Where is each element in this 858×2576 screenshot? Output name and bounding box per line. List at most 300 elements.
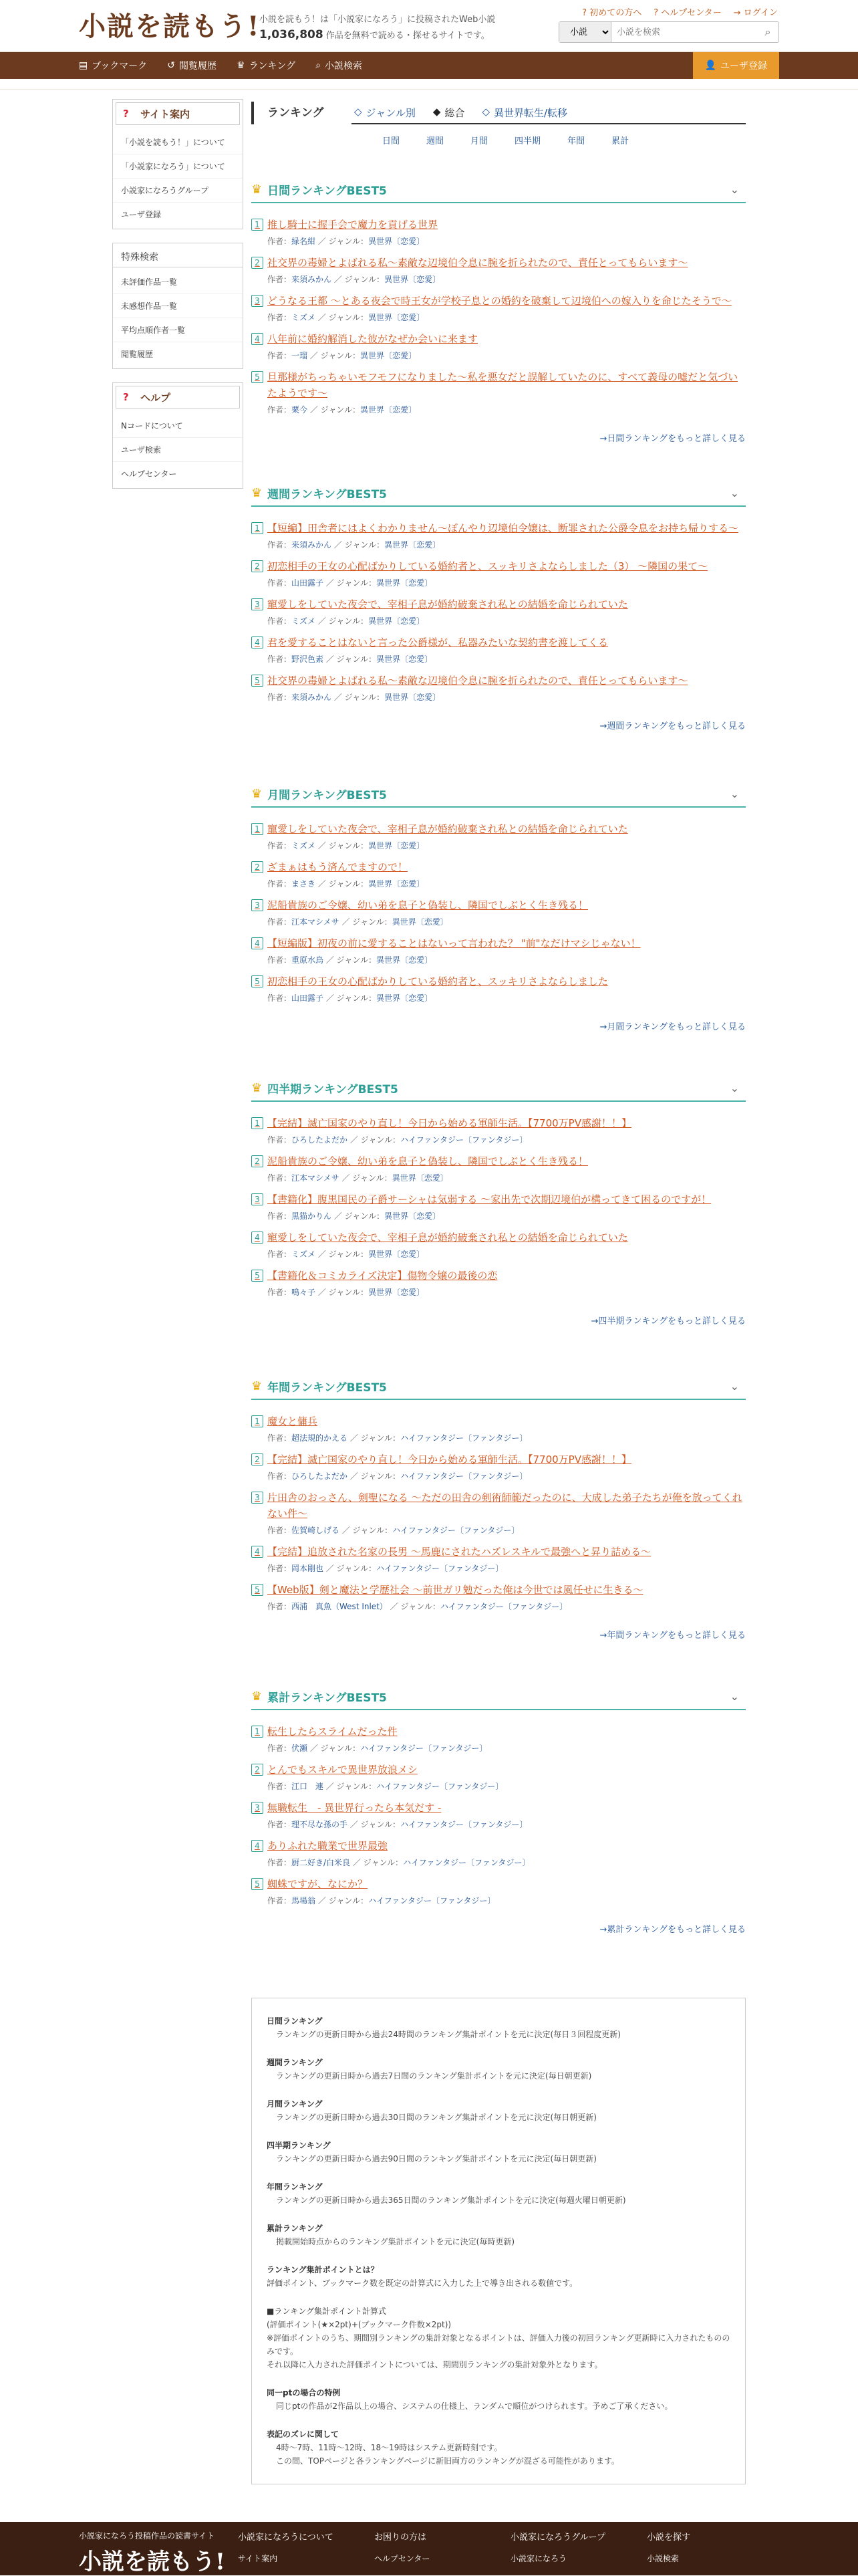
genre-link[interactable]: 異世界〔恋愛〕	[368, 313, 425, 322]
site-header	[0, 0, 858, 52]
section-header[interactable]	[251, 1373, 746, 1400]
notes-points-heading: ランキング集計ポイントとは？	[267, 2265, 379, 2274]
genre-label: ／ ジャンル：	[349, 1433, 401, 1443]
author-label: 作者：	[267, 1433, 292, 1443]
work-title: 【完結】滅亡国家のやり直し！今日から始める軍師生活。【7700万PV感謝！！】	[267, 1453, 631, 1466]
notes-heading: 週間ランキング	[267, 2058, 323, 2067]
tab-overall-label: 総合	[444, 106, 465, 119]
author-link[interactable]: 鳴々子	[291, 1288, 316, 1297]
author-link[interactable]: 江口 連	[291, 1782, 324, 1791]
section-header[interactable]	[251, 781, 746, 808]
work-meta	[251, 916, 746, 927]
work-meta	[251, 954, 746, 965]
genre-label: ／ ジャンル：	[390, 1602, 441, 1611]
genre-link[interactable]: 異世界〔恋愛〕	[368, 616, 425, 626]
work-title: 旦那様がちっちゃいモフモフになりました〜私を悪女だと誤解していたのに、すべて義母の嘘だと気づいたようです〜	[267, 371, 738, 399]
work-title-link[interactable]	[251, 369, 746, 401]
genre-link[interactable]: ハイファンタジー〔ファンタジー〕	[400, 1135, 528, 1145]
ranking-section	[251, 1075, 746, 1326]
ranking-item	[251, 331, 746, 361]
rank-number: 4	[251, 1232, 263, 1244]
genre-link[interactable]: 異世界〔恋愛〕	[384, 693, 441, 702]
author-link[interactable]: 来須みかん	[291, 693, 332, 702]
nav-ranking[interactable]	[237, 59, 295, 72]
rank-number: 1	[251, 1726, 263, 1738]
ranking-item	[251, 520, 746, 550]
ranking-item	[251, 634, 746, 665]
notes-calc-heading: ■ランキング集計ポイント計算式	[267, 2307, 386, 2316]
ranking-item	[251, 973, 746, 1004]
notes-heading: 累計ランキング	[267, 2224, 323, 2233]
work-title-link[interactable]	[251, 821, 746, 837]
work-title: 推し騎士に握手会で魔力を貢げる世界	[267, 219, 438, 231]
genre-link[interactable]: ハイファンタジー〔ファンタジー〕	[376, 1782, 504, 1791]
rank-number: 3	[251, 598, 263, 610]
work-title: 【短編版】初夜の前に愛することはないって言われた？ "前"なだけマシじゃない！	[267, 937, 641, 949]
rank-number: 3	[251, 295, 263, 307]
ranking-item	[251, 1582, 746, 1612]
rank-number: 5	[251, 371, 263, 383]
special-search-item[interactable]: 未感想作品一覧	[113, 294, 243, 318]
notes-delay-heading: 表記のズレに関して	[267, 2430, 339, 2439]
author-label: 作者：	[267, 313, 292, 322]
work-title-link[interactable]	[251, 293, 746, 309]
author-link[interactable]: 黒猫かりん	[291, 1211, 332, 1221]
count-text: 作品を無料で読める・探せるサイトです。	[325, 31, 490, 41]
genre-label: ／ ジャンル：	[325, 1564, 377, 1573]
genre-link[interactable]: 異世界〔恋愛〕	[392, 917, 448, 927]
genre-link[interactable]: ハイファンタジー〔ファンタジー〕	[360, 1744, 488, 1753]
link-login[interactable]: → ログイン	[733, 8, 778, 18]
rank-number: 1	[251, 522, 263, 534]
rank-number: 5	[251, 1270, 263, 1282]
genre-label: ／ ジャンル：	[333, 275, 385, 284]
author-label: 作者：	[267, 1820, 292, 1829]
genre-link[interactable]: 異世界〔恋愛〕	[360, 351, 417, 360]
genre-link[interactable]: 異世界〔恋愛〕	[368, 237, 425, 246]
genre-label: ／ ジャンル：	[325, 578, 377, 588]
genre-label: ／ ジャンル：	[325, 955, 377, 965]
work-title: 無職転生 - 異世界行ったら本気だす -	[267, 1802, 442, 1814]
author-link[interactable]: 山田露子	[291, 578, 324, 588]
section-title: 週間ランキングBEST5	[267, 487, 387, 501]
work-title-link[interactable]	[251, 1451, 746, 1468]
work-title-link[interactable]	[251, 859, 746, 875]
work-title-link[interactable]	[251, 255, 746, 271]
top-links	[582, 5, 778, 18]
tagline: 小説を読もう！は「小説家になろう」に投稿されたWeb小説	[259, 15, 496, 25]
link-login-label: ログイン	[743, 8, 778, 18]
work-meta	[251, 1895, 746, 1906]
ranking-item	[251, 217, 746, 247]
nav-history[interactable]	[167, 59, 217, 72]
genre-link[interactable]: 異世界〔恋愛〕	[384, 1211, 441, 1221]
work-title: とんでもスキルで異世界放浪メシ	[267, 1764, 418, 1776]
work-title-link[interactable]	[251, 1724, 746, 1740]
tab-genre[interactable]	[354, 106, 416, 120]
genre-label: ／ ジャンル：	[317, 879, 369, 889]
guide-item[interactable]: 「小説家になろう」について	[113, 154, 243, 179]
genre-link[interactable]: 異世界〔恋愛〕	[376, 955, 433, 965]
author-label: 作者：	[267, 1135, 292, 1145]
nav-underline	[0, 79, 858, 90]
genre-link[interactable]: 異世界〔恋愛〕	[376, 655, 433, 664]
author-label: 作者：	[267, 993, 292, 1003]
ranking-item	[251, 1762, 746, 1792]
work-title-link[interactable]	[251, 558, 746, 574]
ranking-list	[251, 808, 746, 1004]
work-meta	[251, 1780, 746, 1792]
author-label: 作者：	[267, 841, 292, 850]
genre-label: ／ ジャンル：	[317, 841, 369, 850]
crown-icon: ♛	[251, 485, 263, 500]
section-header[interactable]	[251, 1683, 746, 1710]
genre-label: ／ ジャンル：	[341, 1173, 392, 1183]
diamond-outline-icon: ◇	[354, 105, 362, 118]
help-item[interactable]: Nコードについて	[113, 414, 243, 438]
more-link[interactable]: →月間ランキングをもっと詳しく見る	[599, 1022, 746, 1032]
genre-link[interactable]: 異世界〔恋愛〕	[368, 1288, 425, 1297]
section-title: 月間ランキングBEST5	[267, 788, 387, 802]
rank-number: 1	[251, 1415, 263, 1427]
genre-label: ／ ジャンル：	[325, 655, 377, 664]
ranking-item	[251, 673, 746, 703]
genre-link[interactable]: ハイファンタジー〔ファンタジー〕	[400, 1820, 528, 1829]
ranking-item	[251, 1268, 746, 1298]
main-nav	[0, 52, 858, 79]
notes-body: ランキングの更新日時から過去7日間のランキング集計ポイントを元に決定(毎日朝更新)	[276, 2071, 592, 2081]
genre-label: ／ ジャンル：	[309, 1744, 361, 1753]
genre-link[interactable]: ハイファンタジー〔ファンタジー〕	[368, 1896, 496, 1905]
author-label: 作者：	[267, 1744, 292, 1753]
user-icon: 👤	[704, 60, 716, 71]
author-link[interactable]: まさき	[291, 879, 316, 889]
author-link[interactable]: 伏瀬	[291, 1744, 308, 1753]
ranking-tabs	[351, 102, 746, 124]
genre-label: ／ ジャンル：	[325, 993, 377, 1003]
author-link[interactable]: 一瑠	[291, 351, 308, 360]
author-link[interactable]: 理不尽な孫の手	[291, 1820, 348, 1829]
work-title-link[interactable]	[251, 1230, 746, 1246]
work-meta	[251, 1562, 746, 1574]
work-title: 転生したらスライムだった件	[267, 1726, 398, 1738]
rank-number: 5	[251, 1584, 263, 1596]
work-meta	[251, 1286, 746, 1298]
work-title-link[interactable]	[251, 1115, 746, 1131]
author-link[interactable]: ひろしたよだか	[291, 1135, 348, 1145]
ranking-section	[251, 480, 746, 731]
ranking-item	[251, 255, 746, 285]
author-link[interactable]: 江本マシメサ	[291, 1173, 339, 1183]
crown-icon: ♛	[251, 786, 263, 801]
crown-icon: ♛	[251, 1379, 263, 1393]
author-link[interactable]: 野沢色素	[291, 655, 324, 664]
more-link[interactable]: →日間ランキングをもっと詳しく見る	[599, 434, 746, 444]
section-header[interactable]	[251, 1075, 746, 1102]
rank-number: 2	[251, 1155, 263, 1167]
diamond-filled-icon: ◆	[432, 105, 441, 118]
author-label: 作者：	[267, 578, 292, 588]
nav-ranking-label: ランキング	[249, 61, 296, 72]
genre-link[interactable]: ハイファンタジー〔ファンタジー〕	[400, 1472, 528, 1481]
genre-link[interactable]: 異世界〔恋愛〕	[376, 993, 433, 1003]
work-title-link[interactable]	[251, 1153, 746, 1169]
notes-body: ランキングの更新日時から過去90日間のランキング集計ポイントを元に決定(毎日朝更新)	[276, 2154, 597, 2163]
section-header[interactable]	[251, 480, 746, 507]
author-link[interactable]: 超法規的かえる	[291, 1433, 348, 1443]
ranking-item	[251, 1876, 746, 1906]
ranking-item	[251, 859, 746, 889]
footer-col-title: 小説家になろうグループ	[511, 2533, 605, 2543]
guide-list	[113, 128, 243, 229]
work-title-link[interactable]	[251, 331, 746, 347]
nav-search[interactable]	[315, 59, 362, 72]
ranking-item	[251, 1115, 746, 1145]
author-link[interactable]: 重原水鳥	[291, 955, 324, 965]
genre-link[interactable]: 異世界〔恋愛〕	[392, 1173, 448, 1183]
author-link[interactable]: 江本マシメサ	[291, 917, 339, 927]
special-search-item[interactable]: 未評価作品一覧	[113, 270, 243, 294]
genre-label: ／ ジャンル：	[333, 540, 385, 550]
special-search-item[interactable]: 平均点順作者一覧	[113, 318, 243, 342]
main-content	[251, 99, 746, 1935]
period-monthly[interactable]: 月間	[470, 136, 488, 146]
genre-link[interactable]: 異世界〔恋愛〕	[376, 578, 433, 588]
search-icon[interactable]: ⌕	[764, 25, 771, 38]
author-label: 作者：	[267, 1288, 292, 1297]
help-item[interactable]: ヘルプセンター	[121, 469, 177, 479]
author-link[interactable]: 来須みかん	[291, 540, 332, 550]
genre-link[interactable]: 異世界〔恋愛〕	[368, 879, 425, 889]
notes-list	[267, 2014, 730, 2248]
ranking-section	[251, 1373, 746, 1641]
author-label: 作者：	[267, 1250, 292, 1259]
special-search-title: 特殊検索	[113, 243, 243, 267]
author-link[interactable]: ミズメ	[291, 313, 316, 322]
more-link[interactable]: →累計ランキングをもっと詳しく見る	[599, 1925, 746, 1935]
question-icon: ?	[123, 391, 129, 403]
period-quarterly[interactable]: 四半期	[515, 136, 541, 146]
register-button[interactable]	[693, 52, 779, 79]
author-link[interactable]: ひろしたよだか	[291, 1472, 348, 1481]
work-meta	[251, 404, 746, 415]
notes-heading: 月間ランキング	[267, 2099, 323, 2109]
genre-link[interactable]: ハイファンタジー〔ファンタジー〕	[376, 1564, 504, 1573]
author-link[interactable]: 緑名紺	[291, 237, 316, 246]
crown-icon: ♛	[237, 60, 245, 71]
footer-link[interactable]: サイト案内	[238, 2554, 278, 2563]
more-link[interactable]: →年間ランキングをもっと詳しく見る	[599, 1631, 746, 1641]
author-link[interactable]: ミズメ	[291, 1250, 316, 1259]
author-label: 作者：	[267, 1782, 292, 1791]
ranking-item	[251, 596, 746, 626]
rank-number: 3	[251, 899, 263, 911]
link-help[interactable]: ? ヘルプセンター	[654, 8, 722, 18]
period-yearly[interactable]: 年間	[567, 136, 585, 146]
nav-bookmark-label: ブックマーク	[92, 61, 148, 72]
work-title: 【書籍化】腹黒国民の子爵サーシャは気弱する 〜家出先で次期辺境伯が構ってきて困るのですが！	[267, 1193, 712, 1205]
genre-label: ／ ジャンル：	[317, 237, 369, 246]
crown-icon: ♛	[251, 182, 263, 197]
author-link[interactable]: ミズメ	[291, 616, 316, 626]
work-title-link[interactable]	[251, 973, 746, 989]
help-box	[112, 382, 243, 489]
footer-link[interactable]: ヘルプセンター	[374, 2554, 430, 2563]
work-title-link[interactable]	[251, 673, 746, 689]
register-label: ユーザ登録	[720, 61, 767, 72]
more-link[interactable]: →四半期ランキングをもっと詳しく見る	[591, 1316, 746, 1326]
site-logo[interactable]: 小説を読もう!	[79, 11, 261, 42]
footer-link[interactable]: 小説検索	[647, 2554, 680, 2563]
genre-link[interactable]: 異世界〔恋愛〕	[368, 1250, 425, 1259]
tab-overall[interactable]	[433, 106, 465, 120]
genre-label: ／ ジャンル：	[317, 1896, 369, 1905]
chevron-down-icon[interactable]: ⌄	[730, 1082, 739, 1094]
footer-logo[interactable]: 小説を読もう!	[79, 2549, 225, 2575]
work-title-link[interactable]	[251, 217, 746, 233]
genre-label: ／ ジャンル：	[309, 351, 361, 360]
genre-label: ／ ジャンル：	[333, 1211, 385, 1221]
work-title-link[interactable]	[251, 1838, 746, 1854]
chevron-down-icon[interactable]: ⌄	[730, 788, 739, 800]
genre-link[interactable]: ハイファンタジー〔ファンタジー〕	[400, 1433, 528, 1443]
genre-label: ／ ジャンル：	[333, 693, 385, 702]
notes-same-body: 同じptの作品が2作品以上の場合、システムの仕様上、ランダムで順位がつけられます。予めご了承ください。	[276, 2402, 673, 2411]
footer-about: 小説家になろう投稿作品の読書サイト	[79, 2531, 215, 2541]
work-title-link[interactable]	[251, 596, 746, 612]
work-title-link[interactable]	[251, 1876, 746, 1892]
tab-isekai-label: 異世界転生/転移	[493, 106, 568, 119]
genre-label: ／ ジャンル：	[341, 917, 392, 927]
question-icon: ?	[123, 108, 129, 120]
author-link[interactable]: 西浦 真魚（West Inlet）	[291, 1602, 388, 1611]
work-title-link[interactable]	[251, 1191, 746, 1207]
work-title-link[interactable]	[251, 520, 746, 536]
author-link[interactable]: 厨二好き/白米良	[291, 1858, 351, 1867]
author-link[interactable]: 佐賀崎しげる	[291, 1526, 340, 1535]
work-title-link[interactable]	[251, 1582, 746, 1598]
ranking-item	[251, 1413, 746, 1443]
work-meta	[251, 1742, 746, 1754]
genre-link[interactable]: 異世界〔恋愛〕	[360, 405, 417, 415]
page-title: ランキング	[251, 102, 351, 124]
author-label: 作者：	[267, 917, 292, 927]
author-label: 作者：	[267, 1211, 292, 1221]
work-title: 【Web版】剣と魔法と学歴社会 〜前世ガリ勉だった俺は今世では風任せに生きる〜	[267, 1584, 644, 1596]
work-title: 寵愛しをしていた夜会で、宰相子息が婚約破棄され私との結婚を命じられていた	[267, 598, 628, 610]
ranking-item	[251, 1800, 746, 1830]
diamond-outline-icon: ◇	[482, 105, 490, 118]
author-label: 作者：	[267, 1173, 292, 1183]
author-link[interactable]: 山田露子	[291, 993, 324, 1003]
nav-bookmark[interactable]	[79, 59, 147, 72]
author-label: 作者：	[267, 1896, 292, 1905]
work-meta	[251, 1210, 746, 1221]
genre-label: ／ ジャンル：	[317, 1250, 369, 1259]
more-link[interactable]: →週間ランキングをもっと詳しく見る	[599, 721, 746, 731]
work-title-link[interactable]	[251, 935, 746, 951]
genre-link[interactable]: ハイファンタジー〔ファンタジー〕	[403, 1858, 531, 1867]
period-daily[interactable]: 日間	[382, 136, 400, 146]
help-item[interactable]: ユーザ検索	[113, 438, 243, 462]
link-beginners[interactable]: ? 初めての方へ	[582, 8, 642, 18]
rank-number: 3	[251, 1193, 263, 1205]
period-weekly[interactable]: 週間	[426, 136, 444, 146]
ranking-list	[251, 1102, 746, 1298]
period-total[interactable]: 累計	[611, 136, 629, 146]
notes-calc-1: (評価ポイント(★×2pt)+(ブックマーク件数×2pt))	[267, 2320, 452, 2329]
author-label: 作者：	[267, 616, 292, 626]
work-meta	[251, 1248, 746, 1260]
genre-label: ／ ジャンル：	[349, 1820, 401, 1829]
author-link[interactable]: ミズメ	[291, 841, 316, 850]
tab-isekai[interactable]	[482, 106, 567, 120]
count-number: 1,036,808	[259, 28, 323, 41]
ranking-section	[251, 177, 746, 444]
footer-col-title: お困りの方は	[374, 2533, 427, 2543]
period-links	[251, 134, 746, 152]
rank-number: 2	[251, 560, 263, 572]
search-type-select[interactable]	[559, 22, 611, 42]
search-input[interactable]	[611, 22, 757, 42]
work-title: 【完結】滅亡国家のやり直し！今日から始める軍師生活。【7700万PV感謝！！】	[267, 1117, 631, 1129]
genre-link[interactable]: 異世界〔恋愛〕	[384, 275, 441, 284]
genre-link[interactable]: 異世界〔恋愛〕	[384, 540, 441, 550]
chevron-down-icon[interactable]: ⌄	[730, 1380, 739, 1393]
genre-link[interactable]: ハイファンタジー〔ファンタジー〕	[392, 1526, 520, 1535]
work-title: どうなる王都 〜とある夜会で時王女が学校子息との婚約を破棄して辺境伯への嫁入りを命じたそうで〜	[267, 295, 732, 307]
work-title-link[interactable]	[251, 1544, 746, 1560]
work-title-link[interactable]	[251, 1268, 746, 1284]
link-help-label: ヘルプセンター	[661, 8, 722, 18]
work-title-link[interactable]	[251, 1490, 746, 1522]
guide-item[interactable]: 小説家になろうグループ	[113, 179, 243, 203]
author-link[interactable]: 来須みかん	[291, 275, 332, 284]
ranking-item	[251, 821, 746, 851]
help-title	[116, 386, 240, 408]
search-icon: ⌕	[315, 60, 321, 71]
ranking-item	[251, 1153, 746, 1183]
work-meta	[251, 350, 746, 361]
author-link[interactable]: 岡本剛也	[291, 1564, 324, 1573]
ranking-item	[251, 1544, 746, 1574]
work-title-link[interactable]	[251, 1762, 746, 1778]
chevron-down-icon[interactable]: ⌄	[730, 487, 739, 499]
nav-history-label: 閲覧履歴	[179, 61, 217, 72]
work-meta	[251, 235, 746, 247]
genre-link[interactable]: 異世界〔恋愛〕	[368, 841, 425, 850]
author-link[interactable]: 馬場翁	[291, 1896, 316, 1905]
work-title-link[interactable]	[251, 1413, 746, 1429]
guide-item[interactable]: ユーザ登録	[121, 210, 162, 219]
nav-search-label: 小説検索	[325, 61, 362, 72]
special-search-item[interactable]: 閲覧履歴	[121, 350, 154, 359]
work-title-link[interactable]	[251, 634, 746, 651]
work-title-link[interactable]	[251, 897, 746, 913]
chevron-down-icon[interactable]: ⌄	[730, 183, 739, 196]
footer-link[interactable]: 小説家になろう	[511, 2554, 567, 2563]
chevron-down-icon[interactable]: ⌄	[730, 1690, 739, 1703]
author-link[interactable]: 栗今	[291, 405, 308, 415]
guide-item[interactable]: 「小説を読もう！」について	[113, 130, 243, 154]
work-title: 【書籍化＆コミカライズ決定】傷物令嬢の最後の恋	[267, 1270, 498, 1282]
work-meta	[251, 1432, 746, 1443]
section-header[interactable]	[251, 177, 746, 203]
genre-link[interactable]: ハイファンタジー〔ファンタジー〕	[440, 1602, 568, 1611]
work-title-link[interactable]	[251, 1800, 746, 1816]
work-meta	[251, 1819, 746, 1830]
work-meta	[251, 1524, 746, 1536]
